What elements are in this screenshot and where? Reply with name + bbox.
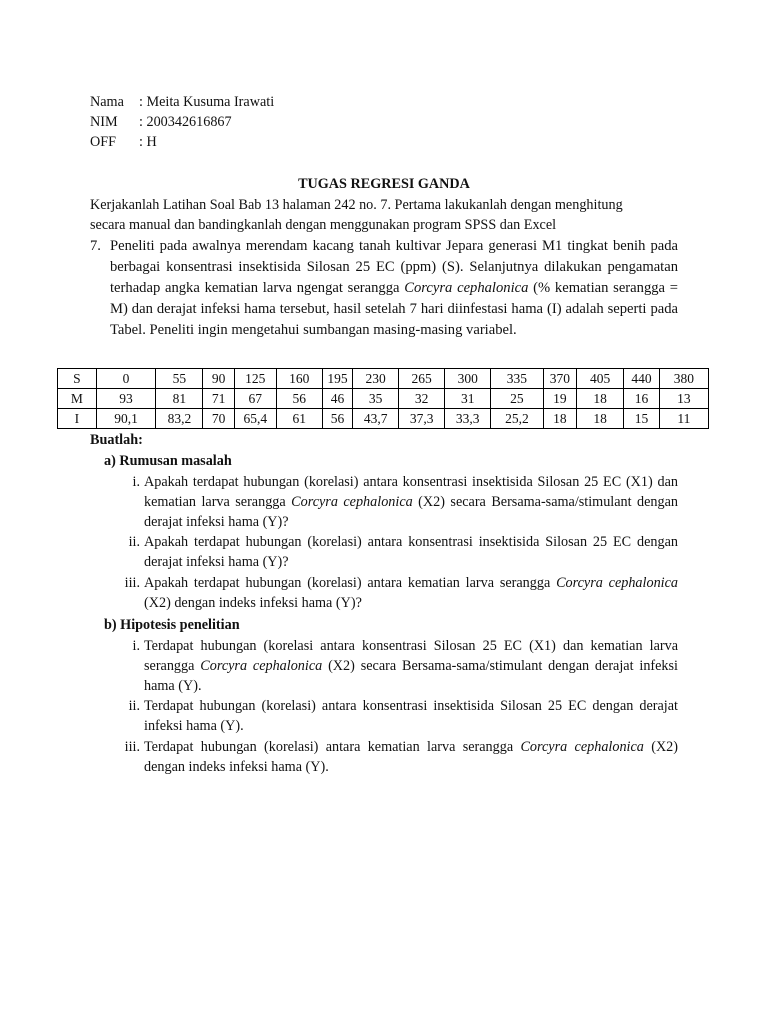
table-cell: 46 [322,389,352,409]
table-cell: 18 [577,409,624,429]
identity-key: Nama [90,94,124,110]
table-cell: 335 [491,369,543,389]
table-cell: 195 [322,369,352,389]
list-item-numeral: ii. [128,534,140,550]
list-item-text [144,472,678,532]
list-item-text [144,737,678,777]
table-cell: 56 [322,409,352,429]
list-item [104,737,678,777]
table-cell: 370 [543,369,576,389]
table-cell: 18 [543,409,576,429]
table-cell: 11 [659,409,708,429]
table-cell: 70 [203,409,234,429]
task-heading: Buatlah: [90,432,143,448]
list-item-text-part: Terdapat hubungan (korelasi antara konsentrasi Silosan 25 EC (X1) dan kematian larva serangga [144,638,678,674]
table-cell: 25,2 [491,409,543,429]
list-item-text-part: Terdapat hubungan (korelasi) antara kematian larva serangga [144,739,521,755]
list-item [104,532,678,572]
identity-row-off [90,132,274,152]
list-item [104,696,678,736]
table-cell: 18 [577,389,624,409]
identity-row-name [90,92,274,112]
question-text-part2: (% kematian serangga = M) dan derajat infeksi hama tersebut, hasil setelah 7 hari diinfestasi hama (I) adalah seperti pada Tabel. Peneliti ingin mengetahui sumbangan masing-masing variabel. [110,280,678,338]
question-7 [90,236,678,341]
table-cell: 32 [399,389,445,409]
list-item-numeral: i. [132,474,140,490]
intro-line: Kerjakanlah Latihan Soal Bab 13 halaman 242 no. 7. Pertama lakukanlah dengan menghitung [90,197,623,213]
species-name: Corcyra cephalonica [520,739,644,755]
table-cell: 440 [624,369,660,389]
table-cell: 230 [353,369,399,389]
list-item-numeral: i. [132,638,140,654]
data-table [57,368,709,429]
question-text-part1: Peneliti pada awalnya merendam kacang tanah kultivar Jepara generasi M1 tingkat benih pada berbagai konsentrasi insektisida Silosan 25 EC (ppm) (S). Selanjutnya dilakukan pengamatan terhadap angka kematian larva ngengat serangga [110,238,678,296]
list-item-numeral: ii. [128,698,140,714]
list-item [104,573,678,613]
intro-paragraph [90,195,678,235]
table-cell: 16 [624,389,660,409]
identity-key: OFF [90,134,117,150]
species-name: Corcyra cephalonica [404,280,529,296]
table-cell: 65,4 [234,409,276,429]
identity-row-nim [90,112,274,132]
table-row [58,389,709,409]
list-item-text-part: (X2) secara Bersama-sama/stimulant dengan derajat infeksi hama (Y)? [144,494,678,530]
table-cell: 90 [203,369,234,389]
table-cell: 405 [577,369,624,389]
table-cell: 61 [276,409,322,429]
species-name: Corcyra cephalonica [200,658,323,674]
list-item-text-part: Apakah terdapat hubungan (korelasi) antara konsentrasi insektisida Silosan 25 EC dengan derajat infeksi hama (Y)? [144,534,678,570]
list-item-text-part: (X2) dengan indeks infeksi hama (Y)? [144,595,362,611]
table-cell: 71 [203,389,234,409]
table-row [58,369,709,389]
identity-value: : 200342616867 [139,114,232,130]
table-cell: 35 [353,389,399,409]
section-heading-rumusan: a) Rumusan masalah [104,453,232,469]
list-item-text-part: Apakah terdapat hubungan (korelasi) antara konsentrasi insektisida Silosan 25 EC (X1) dan kematian larva serangga [144,474,678,510]
identity-key: NIM [90,114,118,130]
table-cell: 56 [276,389,322,409]
identity-value: : H [139,134,157,150]
list-item-text-part: Terdapat hubungan (korelasi) antara konsentrasi insektisida Silosan 25 EC dengan derajat infeksi hama (Y). [144,698,678,734]
table-cell: 25 [491,389,543,409]
table-cell: 300 [445,369,491,389]
table-cell: 31 [445,389,491,409]
table-cell: I [58,409,97,429]
identity-block [90,92,274,152]
table-cell: 93 [96,389,156,409]
data-table-body [58,369,709,429]
intro-line: secara manual dan bandingkanlah dengan menggunakan program SPSS dan Excel [90,217,557,233]
table-cell: 160 [276,369,322,389]
table-cell: 33,3 [445,409,491,429]
list-item-text [144,696,678,736]
list-item [104,472,678,532]
table-cell: 13 [659,389,708,409]
table-cell: 67 [234,389,276,409]
table-cell: 15 [624,409,660,429]
list-item-text [144,573,678,613]
list-item-text-part: Apakah terdapat hubungan (korelasi) antara kematian larva serangga [144,575,557,591]
table-cell: 43,7 [353,409,399,429]
list-item-text-part: (X2) dengan indeks infeksi hama (Y). [144,739,679,775]
table-cell: 19 [543,389,576,409]
list-item-text-part: (X2) secara Bersama-sama/stimulant dengan derajat infeksi hama (Y). [144,658,678,694]
list-item-text [144,636,678,696]
table-cell: M [58,389,97,409]
species-name: Corcyra cephalonica [556,575,678,591]
list-item-numeral: iii. [124,575,140,591]
species-name: Corcyra cephalonica [291,494,413,510]
list-item [104,636,678,696]
table-row [58,409,709,429]
document-title: TUGAS REGRESI GANDA [298,176,470,192]
list-item-text [144,532,678,572]
identity-value: : Meita Kusuma Irawati [139,94,275,110]
table-cell: 265 [399,369,445,389]
table-cell: 125 [234,369,276,389]
table-cell: 37,3 [399,409,445,429]
table-cell: 0 [96,369,156,389]
table-cell: S [58,369,97,389]
table-cell: 83,2 [156,409,203,429]
table-cell: 81 [156,389,203,409]
table-cell: 55 [156,369,203,389]
section-heading-hipotesis: b) Hipotesis penelitian [104,617,240,633]
question-number: 7. [90,238,101,254]
table-cell: 380 [659,369,708,389]
question-text [110,236,678,341]
list-item-numeral: iii. [124,739,140,755]
table-cell: 90,1 [96,409,156,429]
